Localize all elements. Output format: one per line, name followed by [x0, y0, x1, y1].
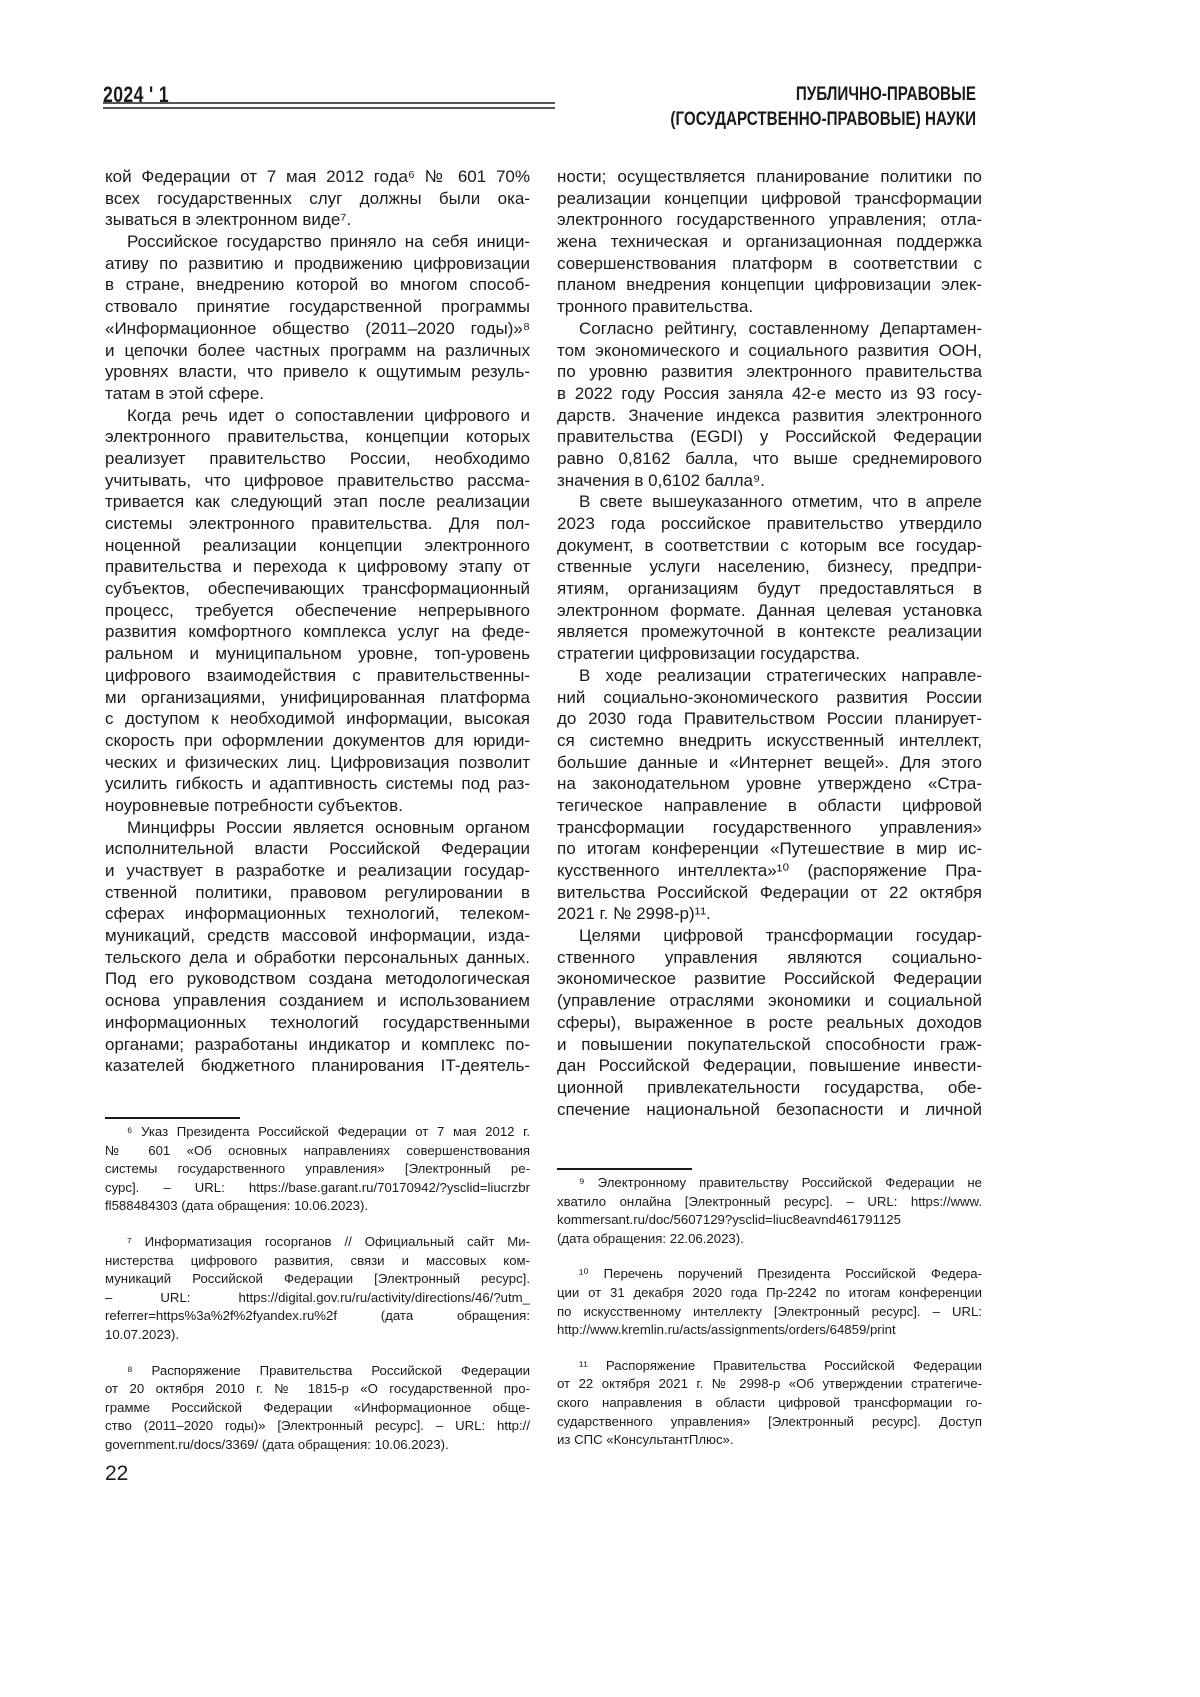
text-line: уровнях власти, что привело к ощутимым резуль-	[105, 361, 530, 383]
text-line: стратегии цифровизации государства.	[557, 643, 982, 665]
text-line: Минцифры России является основным органом	[105, 817, 530, 839]
text-line: в стране, внедрению которой во многом способ-	[105, 274, 530, 296]
text-line: спечение национальной безопасности и личной	[557, 1099, 982, 1121]
text-line: 2021 г. № 2998-р)¹¹.	[557, 903, 982, 925]
text-line: до 2030 года Правительством России планирует-	[557, 708, 982, 730]
text-line: скорость при оформлении документов для юриди-	[105, 730, 530, 752]
text-line: кой Федерации от 7 мая 2012 года⁶ № 601 70%	[105, 166, 530, 188]
text-line: ний социально-экономического развития России	[557, 687, 982, 709]
paragraph	[105, 405, 530, 817]
footnote	[557, 1174, 982, 1248]
page-number: 22	[105, 1462, 128, 1486]
text-line: ционной привлекательности государства, обе-	[557, 1077, 982, 1099]
text-line: ствовало принятие государственной программы	[105, 296, 530, 318]
text-line: всех государственных слуг должны были ока-	[105, 188, 530, 210]
text-line: сферах информационных технологий, телеком-	[105, 903, 530, 925]
footnote-line: по искусственному интеллекту [Электронный ресурс]. – URL:	[557, 1303, 982, 1322]
footnote-line: от 20 октября 2010 г. № 1815-р «О государственной про-	[105, 1380, 530, 1399]
text-line: ативу по развитию и продвижению цифровизации	[105, 253, 530, 275]
footnote	[557, 1357, 982, 1450]
text-line: электронном формате. Данная целевая установка	[557, 600, 982, 622]
text-line: значения в 0,6102 балла⁹.	[557, 470, 982, 492]
text-line: документ, в соответствии с которым все государ-	[557, 535, 982, 557]
text-line: дарств. Значение индекса развития электронного	[557, 405, 982, 427]
text-line: по итогам конференции «Путешествие в мир ис-	[557, 838, 982, 860]
left-column	[105, 166, 530, 1077]
text-line: правительства (EGDI) у Российской Федерации	[557, 426, 982, 448]
paragraph	[557, 665, 982, 925]
footnote-line: от 22 октября 2021 г. № 2998-р «Об утверждении стратегиче-	[557, 1375, 982, 1394]
text-line: муникаций, средств массовой информации, изда-	[105, 925, 530, 947]
text-line: информационных технологий государственными	[105, 1012, 530, 1034]
paragraph	[105, 166, 530, 231]
footnote-line: referrer=https%3a%2f%2fyandex.ru%2f (дата обращения:	[105, 1307, 530, 1326]
text-line: совершенствования платформ в соответствии с	[557, 253, 982, 275]
footnote-line: kommersant.ru/doc/5607129?ysclid=liuc8eavnd461791125	[557, 1211, 982, 1230]
footnote-line: ство (2011–2020 годы)» [Электронный ресурс]. – URL: http://	[105, 1417, 530, 1436]
header-rule	[103, 102, 555, 104]
right-column	[557, 166, 982, 1120]
text-line: татам в этой сфере.	[105, 383, 530, 405]
text-line: исполнительной власти Российской Федерации	[105, 838, 530, 860]
footnote-line: сударственного управления» [Электронный ресурс]. Доступ	[557, 1413, 982, 1432]
text-line: ми организациями, унифицированная платформа	[105, 687, 530, 709]
footnote	[105, 1233, 530, 1345]
footnote-line: ции от 31 декабря 2020 года Пр-2242 по итогам конференции	[557, 1284, 982, 1303]
footnote-line: – URL: https://digital.gov.ru/ru/activity/directions/46/?utm_	[105, 1289, 530, 1308]
text-line: большие данные и «Интернет вещей». Для этого	[557, 752, 982, 774]
text-line: (управление отраслями экономики и социальной	[557, 990, 982, 1012]
text-line: том экономического и социального развития ООН,	[557, 340, 982, 362]
paragraph	[557, 166, 982, 318]
text-line: «Информационное общество (2011–2020 годы)»⁸	[105, 318, 530, 340]
text-line: процесс, требуется обеспечение непрерывного	[105, 600, 530, 622]
text-line: системы электронного правительства. Для пол-	[105, 513, 530, 535]
footnote	[105, 1362, 530, 1455]
journal-section	[670, 82, 976, 132]
footnote-line: из СПС «КонсультантПлюс».	[557, 1431, 982, 1450]
footnote-line: government.ru/docs/3369/ (дата обращения: 10.06.2023).	[105, 1436, 530, 1455]
paragraph	[105, 817, 530, 1077]
text-line: ности; осуществляется планирование политики по	[557, 166, 982, 188]
footnote-line: ⁷ Информатизация госорганов // Официальный сайт Ми-	[105, 1233, 530, 1252]
text-line: в 2022 году Россия заняла 42-е место из 93 госу-	[557, 383, 982, 405]
footnote-line: ⁶ Указ Президента Российской Федерации от 7 мая 2012 г.	[105, 1123, 530, 1142]
text-line: планом внедрения концепции цифровизации элек-	[557, 274, 982, 296]
paragraph	[557, 925, 982, 1120]
text-line: равно 0,8162 балла, что выше среднемирового	[557, 448, 982, 470]
footnote	[557, 1265, 982, 1339]
section-title-line: ПУБЛИЧНО-ПРАВОВЫЕ	[670, 82, 976, 107]
footnote-line: ¹⁰ Перечень поручений Президента Российской Федера-	[557, 1265, 982, 1284]
text-line: тривается как следующий этап после реализации	[105, 491, 530, 513]
text-line: В ходе реализации стратегических направле-	[557, 665, 982, 687]
text-line: ноуровневые потребности субъектов.	[105, 795, 530, 817]
text-line: правительства и перехода к цифровому этапу от	[105, 556, 530, 578]
paragraph	[557, 491, 982, 665]
text-line: развития комфортного комплекса услуг на феде-	[105, 621, 530, 643]
footnote-line: ⁸ Распоряжение Правительства Российской Федерации	[105, 1362, 530, 1381]
text-line: ятиям, организациям будут предоставляться в	[557, 578, 982, 600]
text-line: дан Российской Федерации, повышение инвести-	[557, 1055, 982, 1077]
text-line: основа управления созданием и использованием	[105, 990, 530, 1012]
journal-issue: 2024 ' 1	[103, 82, 169, 108]
footnote-line: 10.07.2023).	[105, 1326, 530, 1345]
text-line: электронного правительства, концепции которых	[105, 426, 530, 448]
footnote-separator	[557, 1168, 692, 1170]
footnotes-left	[105, 1123, 530, 1472]
text-line: электронного государственного управления; отла-	[557, 209, 982, 231]
text-line: цифрового взаимодействия с правительственны-	[105, 665, 530, 687]
text-line: ственного управления являются социально-	[557, 947, 982, 969]
footnote-line: системы государственного управления» [Электронный ре-	[105, 1160, 530, 1179]
text-line: тронного правительства.	[557, 296, 982, 318]
text-line: трансформации государственного управления»	[557, 817, 982, 839]
text-line: ственной политики, правовом регулировании в	[105, 882, 530, 904]
footnote-line: грамме Российской Федерации «Информационное обще-	[105, 1399, 530, 1418]
text-line: тельского дела и обработки персональных данных.	[105, 947, 530, 969]
text-line: с доступом к необходимой информации, высокая	[105, 708, 530, 730]
text-line: и участвует в разработке и реализации государ-	[105, 860, 530, 882]
footnotes-right	[557, 1174, 982, 1467]
footnote-line: сурс]. – URL: https://base.garant.ru/70170942/?ysclid=liucrzbr	[105, 1179, 530, 1198]
text-line: вительства Российской Федерации от 22 октября	[557, 882, 982, 904]
text-line: ноценной реализации концепции электронного	[105, 535, 530, 557]
section-title-line: (ГОСУДАРСТВЕННО-ПРАВОВЫЕ) НАУКИ	[670, 107, 976, 132]
text-line: Когда речь идет о сопоставлении цифрового и	[105, 405, 530, 427]
text-line: экономическое развитие Российской Федерации	[557, 968, 982, 990]
paragraph	[557, 318, 982, 492]
text-line: Целями цифровой трансформации государ-	[557, 925, 982, 947]
footnote-line: хватило онлайна [Электронный ресурс]. – URL: https://www.	[557, 1193, 982, 1212]
text-line: по уровню развития электронного правительства	[557, 361, 982, 383]
text-line: реализует правительство России, необходимо	[105, 448, 530, 470]
text-line: реализации концепции цифровой трансформации	[557, 188, 982, 210]
paragraph	[105, 231, 530, 405]
text-line: жена техническая и организационная поддержка	[557, 231, 982, 253]
footnote-line: ⁹ Электронному правительству Российской Федерации не	[557, 1174, 982, 1193]
footnote-separator	[105, 1117, 240, 1119]
footnote-line: (дата обращения: 22.06.2023).	[557, 1230, 982, 1249]
footnote	[105, 1123, 530, 1216]
text-line: казателей бюджетного планирования IT-деятель-	[105, 1055, 530, 1077]
footnote-line: муникаций Российской Федерации [Электронный ресурс].	[105, 1270, 530, 1289]
text-line: учитывать, что цифровое правительство рассма-	[105, 470, 530, 492]
text-line: органами; разработаны индикатор и комплекс по-	[105, 1034, 530, 1056]
text-line: является промежуточной в контексте реализации	[557, 621, 982, 643]
footnote-line: ского направления в области цифровой трансформации го-	[557, 1394, 982, 1413]
text-line: на законодательном уровне утверждено «Стра-	[557, 773, 982, 795]
text-line: кусственного интеллекта»¹⁰ (распоряжение Пра-	[557, 860, 982, 882]
footnote-line: № 601 «Об основных направлениях совершенствования	[105, 1142, 530, 1161]
text-line: субъектов, обеспечивающих трансформационный	[105, 578, 530, 600]
footnote-line: http://www.kremlin.ru/acts/assignments/orders/64859/print	[557, 1321, 982, 1340]
text-line: Российское государство приняло на себя иници-	[105, 231, 530, 253]
text-line: и повышении покупательской способности граж-	[557, 1034, 982, 1056]
text-line: и цепочки более частных программ на различных	[105, 340, 530, 362]
header-rule	[103, 107, 555, 109]
text-line: тегическое направление в области цифровой	[557, 795, 982, 817]
text-line: ственные услуги населению, бизнесу, предпри-	[557, 556, 982, 578]
text-line: зываться в электронном виде⁷.	[105, 209, 530, 231]
text-line: Согласно рейтингу, составленному Департамен-	[557, 318, 982, 340]
text-line: усилить гибкость и адаптивность системы под раз-	[105, 773, 530, 795]
footnote-line: нистерства цифрового развития, связи и массовых ком-	[105, 1252, 530, 1271]
footnote-line: fl588484303 (дата обращения: 10.06.2023).	[105, 1197, 530, 1216]
text-line: Под его руководством создана методологическая	[105, 968, 530, 990]
text-line: сферы), выраженное в росте реальных доходов	[557, 1012, 982, 1034]
text-line: ческих и физических лиц. Цифровизация позволит	[105, 752, 530, 774]
text-line: ся системно внедрить искусственный интеллект,	[557, 730, 982, 752]
text-line: В свете вышеуказанного отметим, что в апреле	[557, 491, 982, 513]
text-line: 2023 года российское правительство утвердило	[557, 513, 982, 535]
text-line: ральном и муниципальном уровне, топ-уровень	[105, 643, 530, 665]
footnote-line: ¹¹ Распоряжение Правительства Российской Федерации	[557, 1357, 982, 1376]
